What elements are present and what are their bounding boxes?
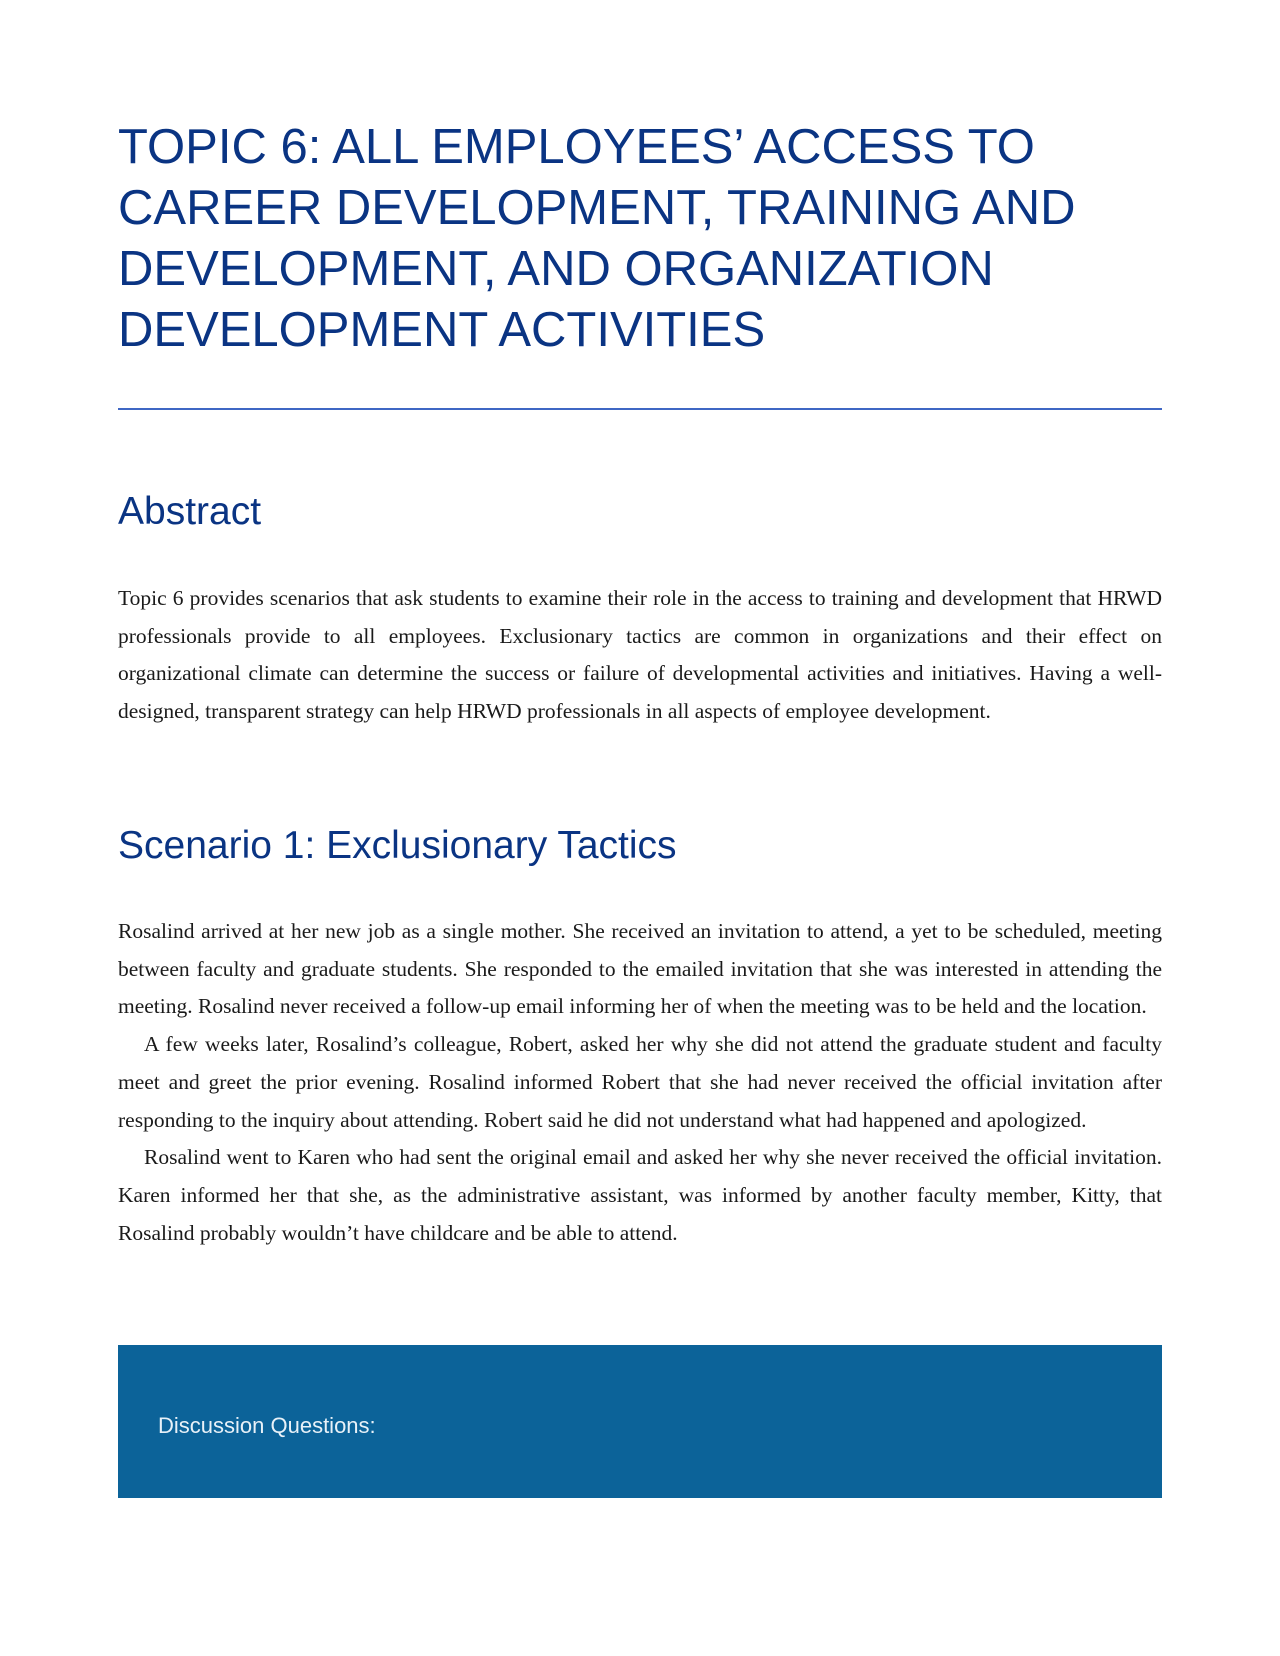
scenario-paragraph: Rosalind arrived at her new job as a single mother. She received an invitation to attend, a yet to be scheduled, meeting between faculty and graduate students. She responded to the emailed invitation that she was interested in attending the meeting. Rosalind never received a follow-up email informing her of when the meeting was to be held and the location. xyxy=(118,919,1162,1019)
abstract-heading: Abstract xyxy=(118,490,262,533)
scenario-paragraph: A few weeks later, Rosalind’s colleague, Robert, asked her why she did not attend the graduate student and faculty meet and greet the prior evening. Rosalind informed Robert that she had never received the official invitation after responding to the inquiry about attending. Robert said he did not understand what had happened and apologized. xyxy=(118,1032,1162,1132)
discussion-questions-label: Discussion Questions: xyxy=(158,1413,376,1438)
chapter-title: TOPIC 6: ALL EMPLOYEES’ ACCESS TO CAREER DEVELOPMENT, TRAINING AND DEVELOPMENT, AND ORGANIZATION DEVELOPMENT ACTIVITIES xyxy=(118,120,1076,357)
abstract-paragraph: Topic 6 provides scenarios that ask students to examine their role in the access to training and development that HRWD professionals provide to all employees. Exclusionary tactics are common in organizations and their effect on organizational climate can determine the success or failure of developmental activities and initiatives. Having a well-designed, transparent strategy can help HRWD professionals in all aspects of employee development. xyxy=(118,586,1162,724)
scenario-paragraph: Rosalind went to Karen who had sent the original email and asked her why she never received the official invitation. Karen informed her that she, as the administrative assistant, was informed by another faculty member, Kitty, that Rosalind probably wouldn’t have childcare and be able to attend. xyxy=(118,1145,1162,1245)
scenario-heading: Scenario 1: Exclusionary Tactics xyxy=(118,824,677,867)
title-divider xyxy=(118,408,1162,410)
scenario-body xyxy=(118,913,1162,1252)
abstract-body xyxy=(118,580,1162,731)
discussion-questions-box xyxy=(118,1345,1162,1498)
